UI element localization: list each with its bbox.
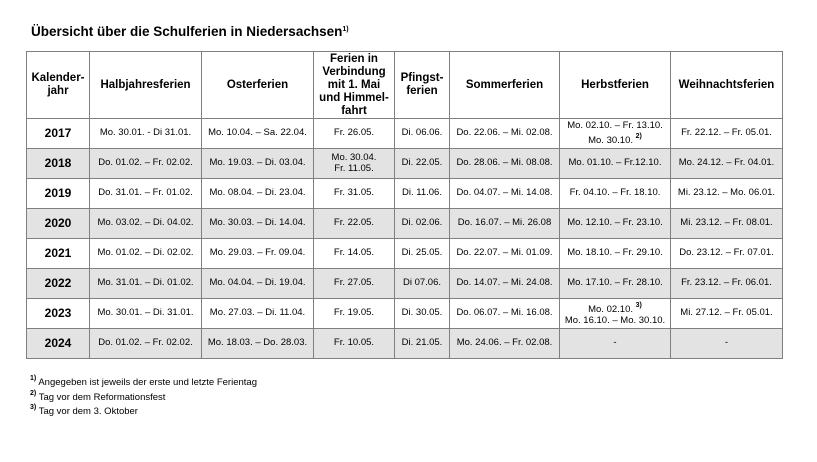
oster-cell: Mo. 18.03. – Do. 28.03. [202, 329, 314, 359]
header-year: Kalender-jahr [27, 52, 90, 119]
herbst-line1: Mo. 02.10. [588, 304, 633, 315]
table-row [27, 239, 783, 269]
herbst-line1: Mo. 02.10. – Fr. 13.10. [567, 120, 663, 131]
footnote-text: Tag vor dem Reformationsfest [36, 391, 166, 403]
header-weihnacht: Weihnachtsferien [671, 52, 783, 119]
oster-cell: Mo. 08.04. – Di. 23.04. [202, 179, 314, 209]
header-halbjahr: Halbjahresferien [90, 52, 202, 119]
header-herbst: Herbstferien [560, 52, 671, 119]
weihnacht-cell: Mi. 23.12. – Mo. 06.01. [671, 179, 783, 209]
herbst-cell: - [560, 329, 671, 359]
weihnacht-cell: Mo. 24.12. – Fr. 04.01. [671, 149, 783, 179]
table-row [27, 329, 783, 359]
footnote-3 [30, 403, 257, 418]
pfingst-cell: Di. 06.06. [395, 119, 450, 149]
sommer-cell: Do. 28.06. – Mi. 08.08. [450, 149, 560, 179]
header-pfingst: Pfingst-ferien [395, 52, 450, 119]
year-cell: 2020 [27, 209, 90, 239]
header-mai: Ferien in Verbindung mit 1. Mai und Himmel-fahrt [314, 52, 395, 119]
table-row [27, 119, 783, 149]
herbst-cell: Mo. 01.10. – Fr.12.10. [560, 149, 671, 179]
footnotes [30, 374, 257, 418]
herbst-cell: Mo. 17.10. – Fr. 28.10. [560, 269, 671, 299]
sommer-cell: Do. 16.07. – Mi. 26.08 [450, 209, 560, 239]
school-holidays-table [26, 51, 783, 359]
oster-cell: Mo. 04.04. – Di. 19.04. [202, 269, 314, 299]
header-oster: Osterferien [202, 52, 314, 119]
pfingst-cell: Di. 30.05. [395, 299, 450, 329]
mai-line2: Fr. 11.05. [334, 162, 374, 174]
mai-cell: Fr. 31.05. [314, 179, 395, 209]
weihnacht-cell: Fr. 22.12. – Fr. 05.01. [671, 119, 783, 149]
footnote-marker: 1) [30, 375, 37, 382]
oster-cell: Mo. 10.04. – Sa. 22.04. [202, 119, 314, 149]
herbst-cell: Mo. 18.10. – Fr. 29.10. [560, 239, 671, 269]
table-row [27, 149, 783, 179]
halbjahr-cell: Mo. 01.02. – Di. 02.02. [90, 239, 202, 269]
halbjahr-cell: Do. 31.01. – Fr. 01.02. [90, 179, 202, 209]
pfingst-cell: Di. 02.06. [395, 209, 450, 239]
halbjahr-cell: Mo. 03.02. – Di. 04.02. [90, 209, 202, 239]
footnote-text: Angegeben ist jeweils der erste und letzte Ferientag [36, 377, 257, 388]
herbst-cell: Mo. 12.10. – Fr. 23.10. [560, 209, 671, 239]
year-cell: 2022 [27, 269, 90, 299]
year-cell: 2023 [27, 299, 90, 329]
weihnacht-cell: Mi. 27.12. – Fr. 05.01. [671, 299, 783, 329]
herbst-cell: Fr. 04.10. – Fr. 18.10. [560, 179, 671, 209]
weihnacht-cell: Mi. 23.12. – Fr. 08.01. [671, 209, 783, 239]
header-sommer: Sommerferien [450, 52, 560, 119]
mai-cell: Fr. 10.05. [314, 329, 395, 359]
footnote-2 [30, 389, 257, 404]
year-cell: 2018 [27, 149, 90, 179]
table-row [27, 299, 783, 329]
year-cell: 2021 [27, 239, 90, 269]
mai-cell: Fr. 14.05. [314, 239, 395, 269]
table-row [27, 209, 783, 239]
mai-cell: Fr. 22.05. [314, 209, 395, 239]
weihnacht-cell: Fr. 23.12. – Fr. 06.01. [671, 269, 783, 299]
footnote-marker: 2) [30, 389, 37, 397]
herbst-cell [560, 299, 671, 329]
weihnacht-cell: - [671, 329, 783, 359]
sommer-cell: Do. 06.07. – Mi. 16.08. [450, 299, 560, 329]
footnote-text: Tag vor dem 3. Oktober [36, 406, 138, 417]
halbjahr-cell: Do. 01.02. – Fr. 02.02. [90, 149, 202, 179]
footnote-marker: 3) [635, 302, 642, 309]
mai-cell: Fr. 19.05. [314, 299, 395, 329]
header-row [27, 52, 783, 119]
herbst-cell [560, 119, 671, 149]
oster-cell: Mo. 27.03. – Di. 11.04. [202, 299, 314, 329]
footnote-1 [30, 374, 257, 389]
footnote-marker: 3) [30, 404, 37, 411]
sommer-cell: Do. 22.07. – Mi. 01.09. [450, 239, 560, 269]
halbjahr-cell: Mo. 31.01. – Di. 01.02. [90, 269, 202, 299]
pfingst-cell: Di. 22.05. [395, 149, 450, 179]
year-cell: 2019 [27, 179, 90, 209]
title-footnote-marker: 1) [342, 26, 349, 33]
footnote-marker: 2) [635, 132, 642, 140]
mai-cell: Fr. 26.05. [314, 119, 395, 149]
herbst-line2: Mo. 30.10. [588, 134, 633, 146]
year-cell: 2017 [27, 119, 90, 149]
pfingst-cell: Di. 21.05. [395, 329, 450, 359]
mai-cell: Fr. 27.05. [314, 269, 395, 299]
page-title [31, 24, 349, 39]
mai-line1: Mo. 30.04. [331, 152, 377, 163]
sommer-cell: Do. 14.07. – Mi. 24.08. [450, 269, 560, 299]
weihnacht-cell: Do. 23.12. – Fr. 07.01. [671, 239, 783, 269]
halbjahr-cell: Mo. 30.01. - Di 31.01. [90, 119, 202, 149]
pfingst-cell: Di. 25.05. [395, 239, 450, 269]
year-cell: 2024 [27, 329, 90, 359]
oster-cell: Mo. 30.03. – Di. 14.04. [202, 209, 314, 239]
mai-cell [314, 149, 395, 179]
halbjahr-cell: Do. 01.02. – Fr. 02.02. [90, 329, 202, 359]
oster-cell: Mo. 29.03. – Fr. 09.04. [202, 239, 314, 269]
table-row [27, 269, 783, 299]
pfingst-cell: Di 07.06. [395, 269, 450, 299]
pfingst-cell: Di. 11.06. [395, 179, 450, 209]
sommer-cell: Mo. 24.06. – Fr. 02.08. [450, 329, 560, 359]
sommer-cell: Do. 04.07. – Mi. 14.08. [450, 179, 560, 209]
table-row [27, 179, 783, 209]
title-text: Übersicht über die Schulferien in Niedersachsen [31, 24, 343, 39]
sommer-cell: Do. 22.06. – Mi. 02.08. [450, 119, 560, 149]
oster-cell: Mo. 19.03. – Di. 03.04. [202, 149, 314, 179]
halbjahr-cell: Mo. 30.01. – Di. 31.01. [90, 299, 202, 329]
herbst-line2: Mo. 16.10. – Mo. 30.10. [564, 314, 666, 326]
